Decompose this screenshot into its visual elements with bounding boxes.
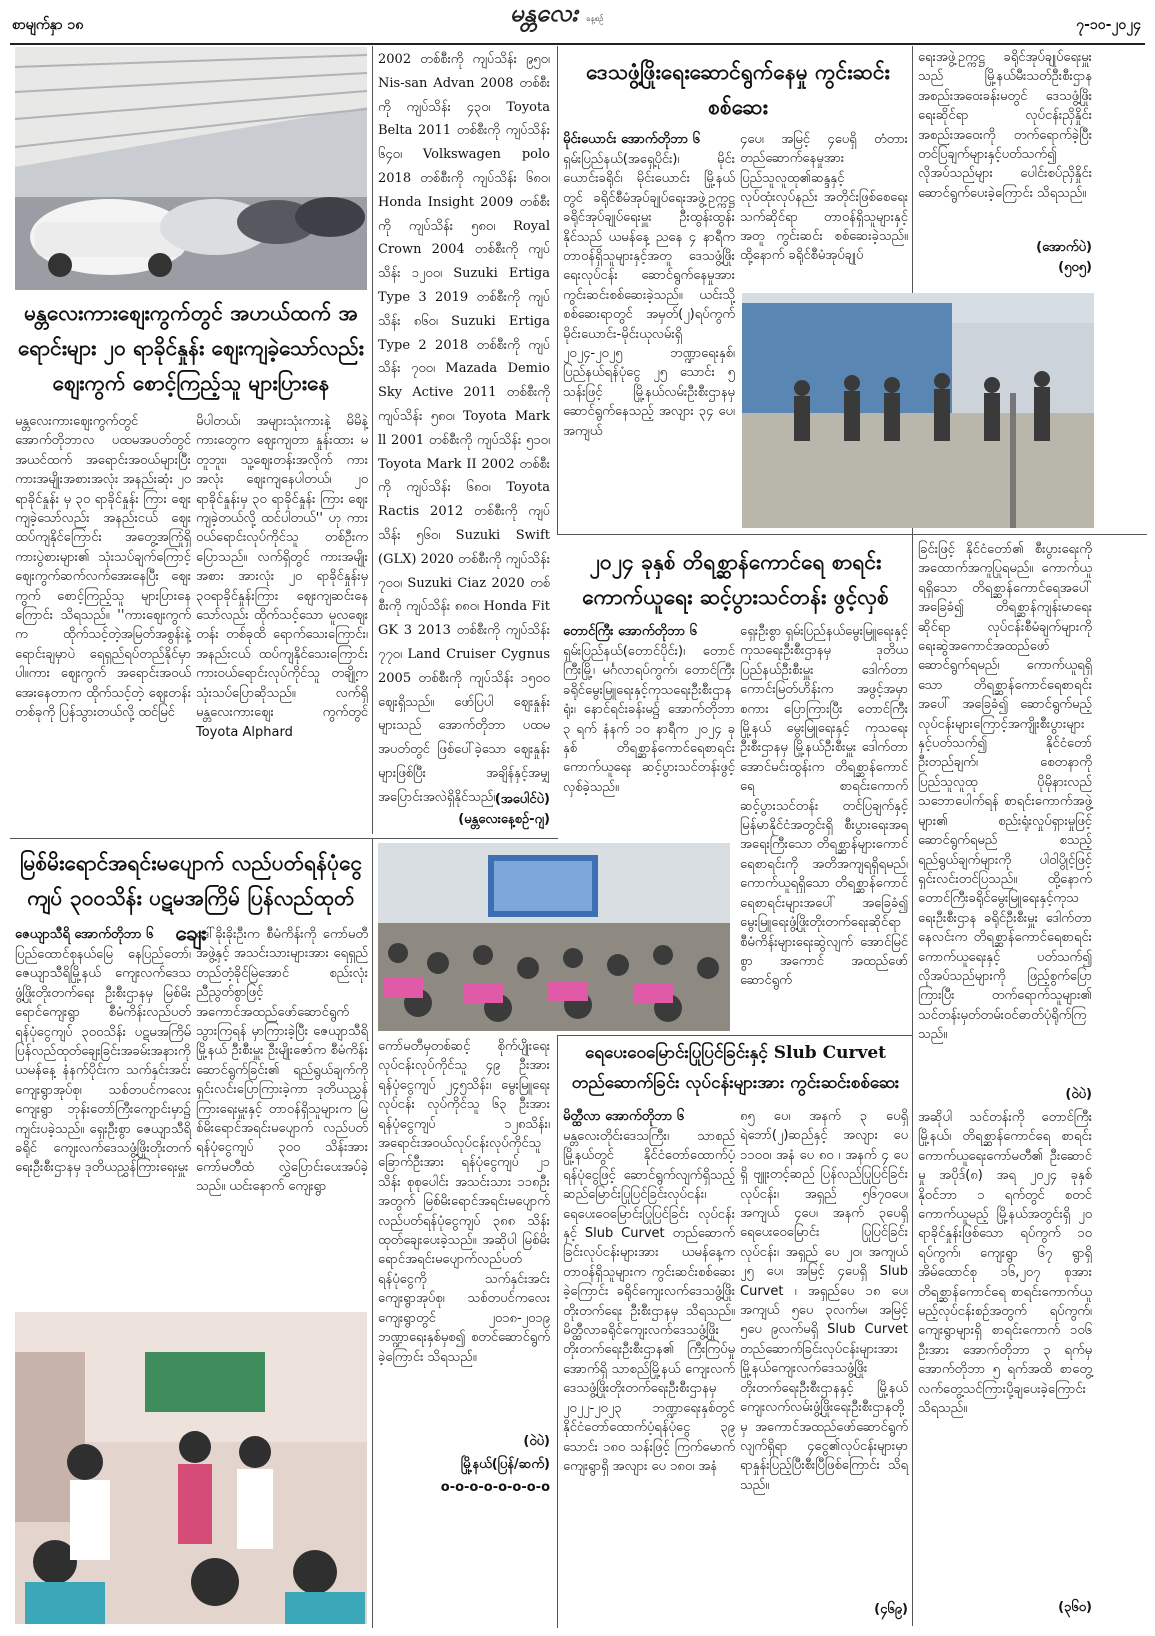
article5-code: (၄၆၉) bbox=[874, 1602, 908, 1617]
article5-headline-part2: တည်ဆောက်ခြင်း လုပ်ငန်းများအား ကွင်းဆင်းစစ်ဆေး bbox=[571, 1073, 900, 1093]
fund-handover-photo bbox=[15, 1312, 367, 1624]
header-rule bbox=[10, 43, 1145, 45]
article3-code: (၃၆၀) bbox=[1058, 1600, 1092, 1615]
article1-headline: မန္တလေးကားစျေးကွက်တွင် အဟယ်ထက် အရောင်းများ ၂၀ ရာခိုင်နှုန်း စျေးကျခဲ့သော်လည်း စျေးကွက် စောင့်ကြည့်သူ များပြားနေ bbox=[17, 301, 365, 395]
article4-col1: ပြည်ထောင်စုနယ်မြေ နေပြည်တော်၊ ဇေယျာသီရိမြို့နယ် ကျေးလက်ဒေသဖွံ့ဖြိုးတိုးတက်ရေး ဦးစီးဌာနမှ မြစ်မိးရောင်ကျေးရွာ စီမံကိန်းလည်ပတ်ရန်ပုံငွေကျပ် ၃၀၀သိန်း ပဋမအကြိမ် ပြန်လည်ထုတ်ချေးခြင်းအခမ်းအနားကို ယမန်နေ့ နံနက်ပိုင်းက သက်နှင်းအင်းကျေးရွာအုပ်စု၊ သစ်တပင်ကလေးကျေးရွာ ဘုန်းတော်ကြီးကျောင်းမှာ၌ ကျင်းပခဲ့သည်။ ရှေးဦးစွာ ဇေယျာသီရိခရိုင် ကျေးလက်ဒေသဖွံ့ဖြိုးတိုးတက်ရေးဦးစီးဌာနမှ ဒုတိယညွှန်ကြားရေးမှူး bbox=[15, 947, 191, 1176]
article5-headline bbox=[563, 1038, 908, 1106]
article3-col1: ရှမ်းပြည်နယ်(တောင်ပိုင်း)၊ တောင်ကြီးမြို့၊ မင်္ဂလာရပ်ကွက်၊ တောင်ကြီးခရိုင်မွေးမြူရေးနှင့်ကုသရေးဦးစီးဌာနရုံး၊ နောင်ရင်းခန်းမ၌ အောက်တိုဘာ ၃ ရက် နံနက် ၁၀ နာရီက ၂၀၂၄ ခုနှစ် တိရစ္ဆာန်ကောင်ရေစာရင်းကောက်ယူရေး ဆင့်ပွားသင်တန်းဖွင့်လှစ်ခဲ့သည်။ bbox=[563, 644, 735, 795]
article5-headline-part1: ရေပေးဝေမြောင်းပြုပြင်ခြင်းနှင့် bbox=[584, 1043, 768, 1063]
car-lot-photo bbox=[15, 47, 367, 290]
article4-sig: (ဝဲပဲ) bbox=[523, 1434, 550, 1449]
article5-headline-latin: Slub Curvet bbox=[773, 1043, 886, 1063]
article3-headline: ၂၀၂၄ ခုနှစ် တိရစ္ဆာန်ကောင်ရေ စာရင်းကောက်ယူရေး ဆင့်ပွားသင်တန်း ဖွင့်လှစ် bbox=[582, 550, 889, 609]
article5-col1: မန္တလေးတိုင်းဒေသကြီး၊ သာစည်မြို့နယ်တွင် နိုင်ငံတော်ထောက်ပံ့ရန်ပုံငွေဖြင့် ဆောင်ရွက်လျက်ရှိသည့် ဆည်မြောင်းပြုပြင်ခြင်းလုပ်ငန်း၊ ရေပေးဝေမြောင်းပြုပြင်ခြင်း လုပ်ငန်းနှင့် Slub Curvet တည်ဆောက်ခြင်းလုပ်ငန်းများအား ယမန်နေ့က တာဝန်ရှိသူများက ကွင်းဆင်းစစ်ဆေးခဲ့ကြောင်း ခရိုင်ကျေးလက်ဒေသဖွံ့ဖြိုးတိုးတက်ရေး ဦးစီးဌာနမှ သိရသည်။ မိတ္ထီလာခရိုင်ကျေးလက်ဒေသဖွံ့ဖြိုးတိုးတက်ရေးဦးစီးဌာန၏ ကြီးကြပ်မှုအောက်ရှိ သာစည်မြို့နယ် ကျေးလက်ဒေသဖွံ့ဖြိုးတိုးတက်ရေးဦးစီးဌာနမှ ၂၀၂၂-၂၀၂၃ ဘဏ္ဍာရေးနှစ်တွင် နိုင်ငံတော်ထောက်ပံ့ရန်ပုံငွေ ၃၉ သောင်း ၁၈၀ သန်းဖြင့် ကြက်မောက်ကျေးရွာရှိ အလျား ပေ ၁၈၀၊ အနံ bbox=[563, 1129, 735, 1474]
article4-col2: ဒေါ်ခိုးခိုးဦးက စီမံကိန်းကို ကော်မတီအဖွဲ့နှင့် အသင်းသားများအား ရေရှည်တည်တံ့ခိုင်မြဲအောင် စည်းလုံးညီညွတ်စွာဖြင့် အကောင်အထည်ဖော်ဆောင်ရွက်သွားကြရန် မှာကြားခဲ့ပြီး ဇေယျာသီရိမြို့နယ် ဦးစီးမှူး ဦးမျိုးဇော်က စီမံကိန်းဆောင်ရွက်ခြင်း၏ ရည်ရွယ်ချက်ကို ရှင်းလင်းပြောကြားခဲ့ကာ ဒုတိယညွှန်ကြားရေးမှူးနှင့် တာဝန်ရှိသူများက မြစ်မိးရောင်အရင်းမပျောက် လည်ပတ်ရန်ပုံငွေကျပ် ၃၀၀ သိန်းအား ကော်မတီထံ လွှဲပြောင်းပေးအပ်ခဲ့သည်။ ယင်းနောက် ကျေးရွာ bbox=[196, 927, 368, 1195]
article2-sig: (အောက်ပဲ) bbox=[1036, 240, 1092, 255]
article4-end-mark: o-o-o-o-o-o-o-o bbox=[440, 1480, 550, 1495]
article4-byline: ဇေယျာသီရိ အောက်တိုဘာ ၆ bbox=[15, 927, 154, 942]
article5-byline: မိတ္ထီလာ အောက်တိုဘာ ၆ bbox=[563, 1109, 685, 1124]
masthead-logo: မန္တလေး နေ့စဉ် bbox=[510, 0, 604, 27]
article3-sig: (ဝဲပဲ) bbox=[1065, 1087, 1092, 1102]
article3-col2: ရှေးဦးစွာ ရှမ်းပြည်နယ်မွေးမြူရေးနှင့်ကုသရေးဦးစီးဌာနမှ ဒုတိယ ပြည်နယ်ဦးစီးမှူး ဒေါက်တာ ကောင်းမြတ်ဟိန်းက အဖွင့်အမှာစကား ပြောကြားပြီး တောင်ကြီးမြို့နယ် မွေးမြူရေးနှင့် ကုသရေးဦးစီးဌာနမှ မြို့နယ်ဦးစီးမှူး ဒေါက်တာ အောင်မင်းထွန်းက တိရစ္ဆာန်ကောင်ရေ စာရင်းကောက် ဆင့်ပွားသင်တန်း တင်ပြချက်နှင့် မြန်မာနိုင်ငံအတွင်းရှိ စီးပွားရေးအရ အရေးကြီးသော တိရစ္ဆာန်များကောင်ရေစာရင်းကို အတိအကျရရှိရမည်၊ ကောက်ယူရရှိသော တိရစ္ဆာန်ကောင်ရေစာရင်းများအပေါ် အခြေခံ၍ မွေးမြူရေးဖွံ့ဖြိုးတိုးတက်ရေးဆိုင်ရာ စီမံကိန်းများရေးဆွဲလျက် အောင်မြင်စွာ အကောင် အထည်ဖော်ဆောင်ရွက် bbox=[740, 624, 908, 989]
article4-col3: ကော်မတီမှတစ်ဆင့် စိုက်ပျိုးရေးလုပ်ငန်းလုပ်ကိုင်သူ ၄၉ ဦးအား ရန်ပုံငွေကျပ် ၂၄၅သိန်း၊ မွေးမြူရေးလုပ်ငန်း လုပ်ကိုင်သူ ၆၃ ဦးအား ရန်ပုံငွေကျပ် ၁၂၈သိန်း၊ အရောင်းအဝယ်လုပ်ငန်းလုပ်ကိုင်သူ ခြောက်ဦးအား ရန်ပုံငွေကျပ် ၂၁ သိန်း စုစုပေါင်း အသင်းသား ၁၁၈ဦးအတွက် မြစ်မိးရောင်အရင်းမပျောက် လည်ပတ်ရန်ပုံငွေကျပ် ၃၈၈ သိန်း ထုတ်ချေးပေးခဲ့သည်။ အဆိုပါ မြစ်မိးရောင်အရင်းမပျောက်လည်ပတ်ရန်ပုံငွေကို သက်နှင်းအင်းကျေးရွာအုပ်စု၊ သစ်တပင်ကလေးကျေးရွာတွင် ၂၀၁၈-၂၀၁၉ ဘဏ္ဍာရေးနှစ်မှစ၍ စတင်ဆောင်ရွက်ခဲ့ကြောင်း သိရသည်။ bbox=[378, 1039, 550, 1365]
article5-col2: ၈၅ ပေ၊ အနက် ၃ ပေရှိ ရဲဘော်(၂)ဆည်နှင့် အလျား ပေ ၁၁၀၀၊ အနံ ပေ ၈၀ ၊ အနက် ၄ ပေရှိ ဗျူးတင့်ဆည် ပြန်လည်ပြုပြင်ခြင်းလုပ်ငန်း၊ အရှည် ၅၆၇၀ပေ၊ အကျယ် ၄ပေ၊ အနက် ၃ပေရှိ ရေပေးဝေမြောင်း ပြုပြင်ခြင်း လုပ်ငန်း၊ အရှည် ပေ ၂၀၊ အကျယ် ၂၅ ပေ၊ အမြင့် ၄ပေရှိ Slub Curvet ၊ အရှည်ပေ ၁၈ ပေ၊ အကျယ် ၅ပေ ၃လက်မ၊ အမြင့် ၅ပေ ၉လက်မရှိ Slub Curvet တည်ဆောက်ခြင်းလုပ်ငန်းများအား မြို့နယ်ကျေးလက်ဒေသဖွံ့ဖြိုးတိုးတက်ရေးဦးစီးဌာနနှင့် မြို့နယ်ကျေးလက်လမ်းဖွံ့ဖြိုးရေးဦးစီးဌာနတို့မှ အကောင်အထည်ဖော်ဆောင်ရွက်လျက်ရှိရာ ၄ငွေ၏လုပ်ငန်းများမှာ ရာနှုန်းပြည့်ပြီးစီးပြီဖြစ်ကြောင်း သိရသည်။ bbox=[740, 1109, 908, 1493]
article2-code: (၅၀၅) bbox=[1058, 260, 1092, 275]
car-article-source: (မန္တလေးနေ့စဉ်-ဂျ) bbox=[458, 812, 550, 827]
article2-headline: ဒေသဖွံ့ဖြိုးရေးဆောင်ရွက်နေမှု ကွင်းဆင်းစစ်ဆေး bbox=[586, 60, 890, 119]
inspection-photo bbox=[742, 293, 1094, 528]
article3-col3b: အဆိုပါ သင်တန်းကို တောင်ကြီးမြို့နယ်၊ တိရစ္ဆာန်ကောင်ရေ စာရင်းကောက်ယူရေးကော်မတီ၏ ဦးဆောင်မှု အပိုဒ်(၈) အရ ၂၀၂၄ ခုနှစ် နိုဝင်ဘာ ၁ ရက်တွင် စတင်ကောက်ယူမည့် မြို့နယ်အတွင်းရှိ ၂၀ ရာခိုင်နှုန်းဖြစ်သော ရပ်ကွက် ၁၀ ရပ်ကွက်၊ ကျေးရွာ ၆၇ ရွာရှိ အိမ်ထောင်စု ၁၆,၂၀၇ စုအား တိရစ္ဆာန်ကောင်ရေ စာရင်းကောက်ယူမည့်လုပ်ငန်းစဉ်အတွက် ရပ်ကွက်၊ကျေးရွာများရှိ စာရင်းကောက် ၁၀၆ ဦးအား အောက်တိုဘာ ၃ ရက်မှ အောက်တိုဘာ ၅ ရက်အထိ စာတွေ့လက်တွေ့သင်ကြားပို့ချပေးခဲ့ကြောင်း သိရသည်။ bbox=[918, 1110, 1092, 1417]
article1-col2: မိပါတယ်၊ အများသုံးကားနဲ့ မိမိနဲ့ ကားတွေက စျေးကျတာ နှုန်းထား မတူဘူး၊ သူ့စျေးတန်းအလိုက် ကားအလုံး စျေးကျနေပါတယ်၊ ၂၀ ရာခိုင်နှုန်းမှ ၃၀ ရာခိုင်နှုန်း ကြား စျေးကျခဲ့တယ်လို့ ထင်ပါတယ်'' ဟု ကားဝယ်ရောင်းလုပ်ကိုင်သူ တစ်ဦးက ပြောသည်။ လက်ရှိတွင် ကားအမျိုးအစား အားလုံး ၂၀ ရာခိုင်နှုန်းမှ ၃၀ရာခိုင်နှုန်းကြား စျေးကျဆင်းနေသော်လည်း ထိုက်သင့်သော မူလစျေးတန်း တစ်ခုထိ ရောက်သေးကြောင်း၊ အနည်းငယ် ထပ်ကျနိုင်သေးကြောင်း ကားဝယ်ရောင်းလုပ်ကိုင်သူ တချို့က သုံးသပ်ပြောဆိုသည်။ လက်ရှိ မန္တလေးကားစျေး ကွက်တွင် Toyota Alphard bbox=[196, 414, 368, 740]
car-price-list: 2002 တစ်စီးကို ကျပ်သိန်း ၉၅၀၊ Nis-san Advan 2008 တစ်စီးကို ကျပ်သိန်း ၄၃၀၊ Toyota Belta 2011 တစ်စီးကို ကျပ်သိန်း ၆၄၀၊ Volkswagen polo 2018 တစ်စီးကို ကျပ်သိန်း ၆၈၀၊ Honda Insight 2009 တစ်စီးကို ကျပ်သိန်း ၅၈၀၊ Royal Crown 2004 တစ်စီးကို ကျပ်သိန်း ၁၂၀၀၊ Suzuki Ertiga Type 3 2019 တစ်စီးကို ကျပ်သိန်း ၈၆၀၊ Suzuki Ertiga Type 2 2018 တစ်စီးကို ကျပ်သိန်း ၇၀၀၊ Mazada Demio Sky Active 2011 တစ်စီးကို ကျပ်သိန်း ၅၈၀၊ Toyota Mark ll 2001 တစ်စီးကို ကျပ်သိန်း ၅၁၀၊ Toyota Mark II 2002 တစ်စီးကို ကျပ်သိန်း ၆၈၀၊ Toyota Ractis 2012 တစ်စီးကို ကျပ်သိန်း ၅၆၀၊ Suzuki Swift (GLX) 2020 တစ်စီးကို ကျပ်သိန်း ၇၀၀၊ Suzuki Ciaz 2020 တစ်စီးကို ကျပ်သိန်း ၈၈၀၊ Honda Fit GK 3 2013 တစ်စီးကို ကျပ်သိန်း ၇၇၀၊ Land Cruiser Cygnus 2005 တစ်စီးကို ကျပ်သိန်း ၁၅၀၀ စျေးရှိသည်။ ဖော်ပြပါ စျေးနှုန်းများသည် အောက်တိုဘာ ပထမအပတ်တွင် ဖြစ်ပေါ်ခဲ့သော စျေးနှုန်းများဖြစ်ပြီး အချိန်နှင့်အမျှ အပြောင်းအလဲရှိနိုင်သည်။ bbox=[378, 52, 550, 805]
article2-col3: ရေးအဖွဲ့ဥက္ကဋ္ဌ ခရိုင်အုပ်ချုပ်ရေးမှူးသည် မြို့နယ်မီးသတ်ဦးစီးဌာန အစည်းအဝေးခန်းမတွင် ဒေသဖွံ့ဖြိုးရေးဆိုင်ရာ လုပ်ငန်းညှိနှိုင်း အစည်းအဝေးကို တက်ရောက်ခဲ့ပြီး တင်ပြချက်များနှင့်ပတ်သက်၍ လိုအပ်သည်များ ပေါင်းစပ်ညှိနှိုင်း ဆောင်ရွက်ပေးခဲ့ကြောင်း သိရသည်။ bbox=[918, 50, 1092, 201]
article2-byline: မိုင်းယောင်း အောက်တိုဘာ ၆ bbox=[563, 132, 700, 147]
article3-byline: တောင်ကြီး အောက်တိုဘာ ၆ bbox=[563, 624, 697, 639]
issue-date: ၇-၁၀-၂၀၂၄ bbox=[1076, 17, 1141, 33]
article2-col2: ၄ပေ၊ အမြင့် ၄ပေရှိ တံတားတည်ဆောက်နေမှုအား ပြည်သူလူထု၏ဆန္ဒနှင့် လုပ်ထုံးလုပ်နည်း အတိုင်းဖြစ်စေရေး သက်ဆိုင်ရာ တာဝန်ရှိသူများနှင့်အတူ ကွင်းဆင်း စစ်ဆေးခဲ့သည်။ ထို့နောက် ခရိုင်စီမံအုပ်ချုပ် bbox=[740, 132, 908, 264]
article1-col1: မန္တလေးကားစျေးကွက်တွင် အောက်တိုဘာလ ပထမအပတ်တွင် အယင်ထက် အရောင်းအဝယ်များပြီး ကားအမျိုးအစားအလုံး အနည်းဆုံး ၂၀ ရာခိုင်နှုန်း မှ ၃၀ ရာခိုင်နှုန်း ကြား စျေးကျခဲ့သော်လည်း အနည်းငယ် စျေးထပ်ကျနိုင်ကြောင်း အတွေ့အကြုံရှိ ကားပွဲစားများ၏ သုံးသပ်ချက်ကြောင့် စျေးကွက်ဆက်လက်အေးနေပြီး စျေးကွက် စောင့်ကြည့်သူ များပြားနေကြောင်း သိရသည်။ ''ကားစျေးကွက်က ထိုက်သင့်တဲ့အမြတ်အစွန်းနဲ့ ရောင်းချမှာပဲ ရေရှည်ရပ်တည်နိုင်မှာပါ။ကား စျေးကွက် အရောင်းအဝယ်အေးနေတာက ထိုက်သင့်တဲ့ စျေးတန်းတစ်ခုကို ပြန်သွားတယ်လို့ ထင်မြင် bbox=[15, 414, 191, 721]
page-number: စာမျက်နှာ ၁၈ bbox=[12, 17, 84, 33]
article3-col3: ခြင်းဖြင့် နိုင်ငံတော်၏ စီးပွားရေးကို အထောက်အကူပြုရမည်။ ကောက်ယူရရှိသော တိရစ္ဆာန်ကောင်ရေအပေါ် အခြေခံ၍ တိရစ္ဆာန်ကျန်းမာရေးဆိုင်ရာ လုပ်ငန်းစီမံချက်များကို ရေးဆွဲအကောင်အထည်ဖော် ဆောင်ရွက်ရမည်၊ ကောက်ယူရရှိသော တိရစ္ဆာန်ကောင်ရေစာရင်းအပေါ် အခြေခံ၍ ဆောင်ရွက်မည့်လုပ်ငန်းများကြောင့်အကျိုးစီးပွားများနှင့်ပတ်သက်၍ နိုင်ငံတော်ဦးတည်ချက်၊ စေတနာကို ပြည်သူလူထု ပိုမိုနားလည်သဘောပေါက်ရန် စာရင်းကောက်အဖွဲ့များ၏ စည်းရုံးလှုပ်ရှားမှုဖြင့် ဆောင်ရွက်ရမည် စသည့် ရည်ရွယ်ချက်များကို ပါဝါပွိုင့်ဖြင့် ရှင်းလင်းတင်ပြသည်။ ထို့နောက် တောင်ကြီးခရိုင်မွေးမြူရေးနှင့်ကုသရေးဦးစီးဌာန ခရိုင်ဦးစီးမှူး ဒေါက်တာ နေလင်းက တိရစ္ဆာန်ကောင်ရေစာရင်းကောက်ယူရေးနှင့် ပတ်သက်၍ လိုအပ်သည်များကို ဖြည့်စွက်ပြောကြားပြီး တက်ရောက်သူများ၏ သင်တန်းမှတ်တမ်းဝင်ဓာတ်ပုံရိုက်ကြသည်။ bbox=[918, 542, 1092, 1043]
article4-source: မြို့နယ်(ပြန်/ဆက်) bbox=[460, 1457, 550, 1472]
page-header bbox=[0, 0, 1155, 46]
article4-headline: မြစ်မိးရောင်အရင်းမပျောက် လည်ပတ်ရန်ပုံငွေကျပ် ၃၀၀သိန်း ပဋမအကြိမ် ပြန်လည်ထုတ်ချေး bbox=[19, 851, 363, 945]
car-article-sig: (အပေါင်ပဲ) bbox=[494, 792, 550, 807]
training-class-photo bbox=[378, 843, 730, 1031]
article2-col1: ရှမ်းပြည်နယ်(အရှေ့ပိုင်း)၊ မိုင်းယောင်းခရိုင်၊ မိုင်းယောင်း မြို့နယ်တွင် ခရိုင်စီမံအုပ်ချုပ်ရေးအဖွဲ့ဥက္ကဋ္ဌ ခရိုင်အုပ်ချုပ်ရေးမှူး ဦးထွန်းထွန်းနိုင်သည် ယမန်နေ့ ညနေ ၄ နာရီက တာဝန်ရှိသူများနှင့်အတူ ဒေသဖွံ့ဖြိုးရေးလုပ်ငန်း ဆောင်ရွက်နေမှုအား ကွင်းဆင်းစစ်ဆေးခဲ့သည်။ ယင်းသို့ စစ်ဆေးရာတွင် အမှတ်(၂)ရပ်ကွက် မိုင်းယောင်း-မိုင်းယုလမ်းရှိ ၂၀၂၄-၂၀၂၅ ဘဏ္ဍာရေးနှစ်၊ ပြည်နယ်ရန်ပုံငွေ ၂၅ သောင်း ၅ သန်းဖြင့် မြို့နယ်လမ်းဦးစီးဌာနမှ ဆောင်ရွက်နေသည့် အလျား ၃၄ ပေ၊ အကျယ် bbox=[563, 152, 735, 439]
